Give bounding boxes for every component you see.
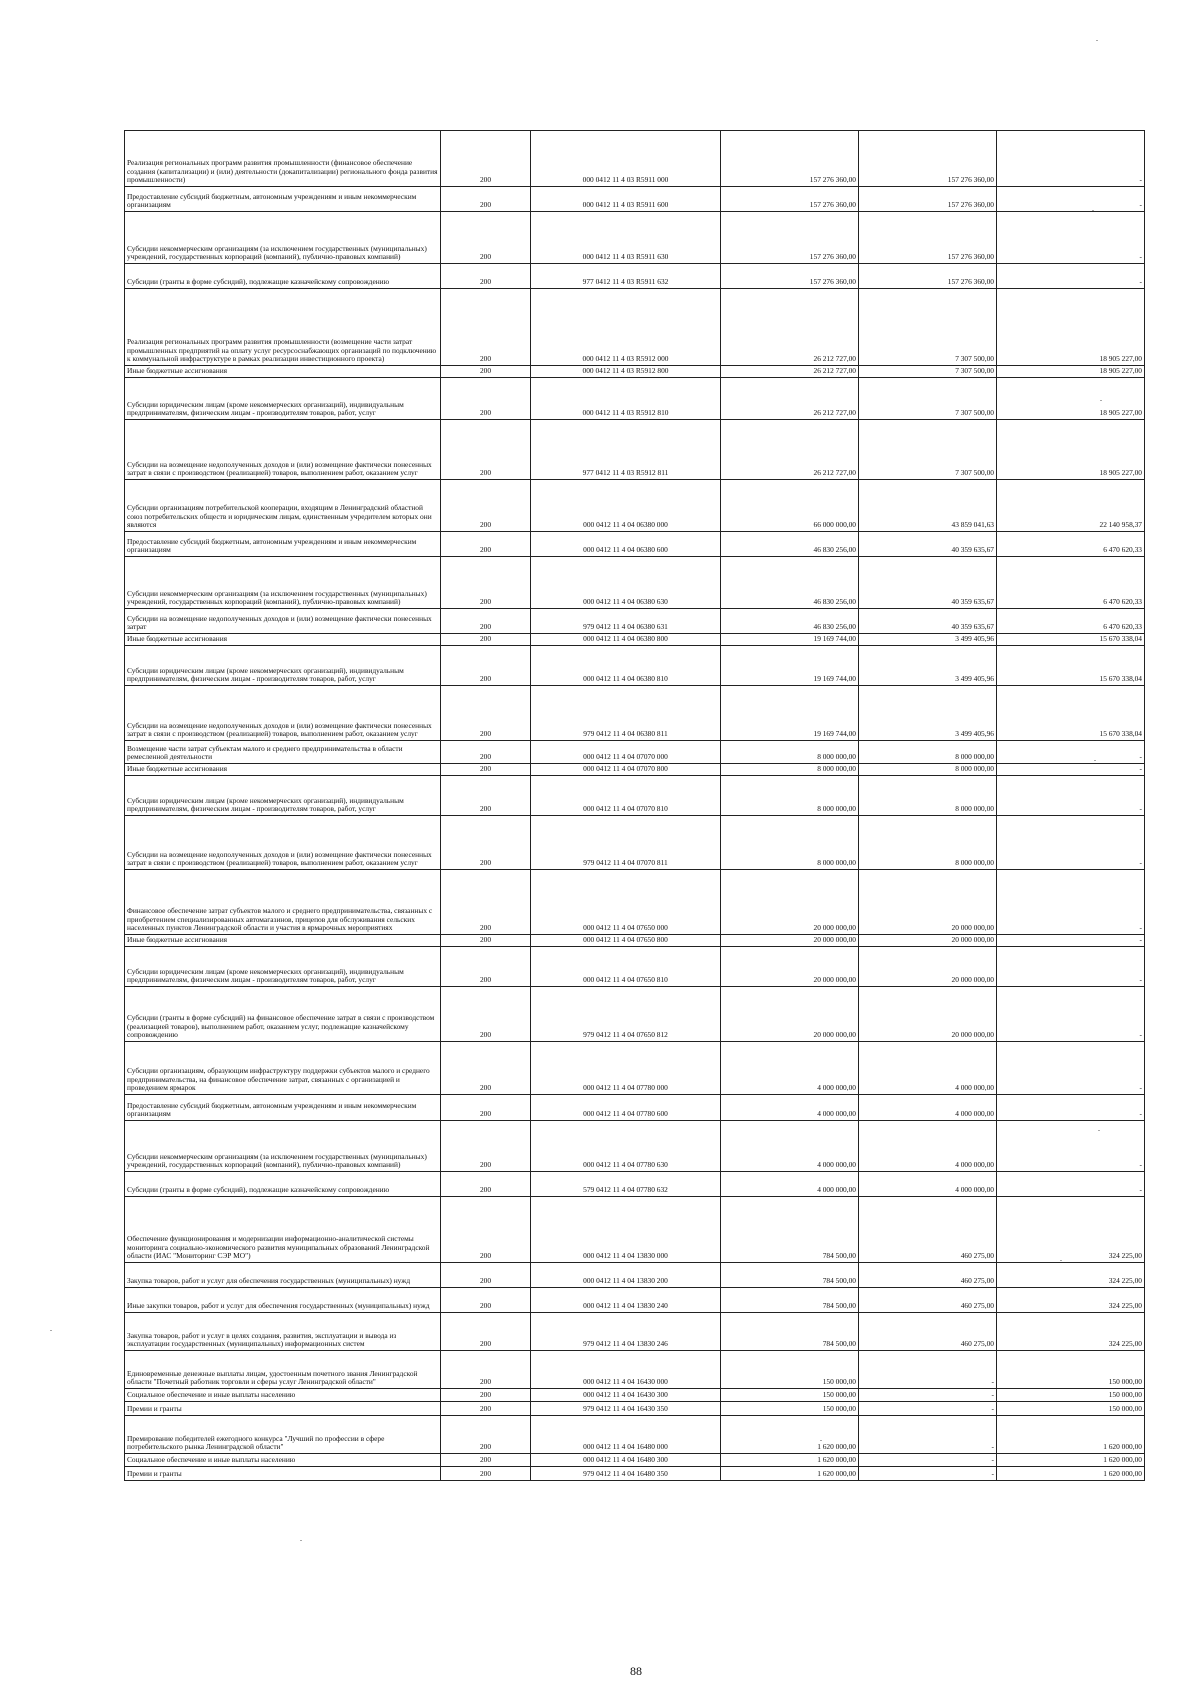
- row-line-code-cell: 200: [441, 1263, 531, 1288]
- row-unexecuted-amount-cell: 150 000,00: [997, 1402, 1145, 1416]
- table-row: [125, 378, 1145, 420]
- table-row: [125, 1454, 1145, 1467]
- row-unexecuted-amount-cell: 6 470 620,33: [997, 557, 1145, 609]
- row-unexecuted-amount-cell: 324 225,00: [997, 1313, 1145, 1351]
- table-row: [125, 741, 1145, 764]
- table-row: [125, 870, 1145, 935]
- row-line-code-cell: 200: [441, 947, 531, 987]
- row-unexecuted-amount-cell: -: [997, 987, 1145, 1042]
- row-name-cell: Премии и гранты: [125, 1467, 441, 1481]
- table-row: [125, 366, 1145, 378]
- row-unexecuted-amount-cell: 150 000,00: [997, 1389, 1145, 1402]
- row-unexecuted-amount-cell: -: [997, 935, 1145, 947]
- row-line-code-cell: 200: [441, 366, 531, 378]
- row-executed-amount-cell: 40 359 635,67: [859, 557, 997, 609]
- row-approved-amount-cell: 1 620 000,00: [721, 1416, 859, 1454]
- budget-table-sheet: [124, 130, 1144, 1481]
- row-name-cell: Единовременные денежные выплаты лицам, удостоенным почетного звания Ленинградской области "Почетный работник торговли и сферы услуг Ленинградской области": [125, 1351, 441, 1389]
- row-approved-amount-cell: 20 000 000,00: [721, 947, 859, 987]
- table-row: [125, 1172, 1145, 1197]
- row-unexecuted-amount-cell: 22 140 958,37: [997, 480, 1145, 532]
- row-approved-amount-cell: 20 000 000,00: [721, 870, 859, 935]
- row-name-cell: Обеспечение функционирования и модернизации информационно-аналитической системы мониторинга социально-экономического развития муниципальных образований Ленинградской области (ИАС "Мониторинг СЭР МО"): [125, 1197, 441, 1263]
- row-unexecuted-amount-cell: 15 670 338,04: [997, 634, 1145, 646]
- row-budget-code-cell: 000 0412 11 4 03 R5911 630: [531, 212, 721, 264]
- row-budget-code-cell: 000 0412 11 4 04 07070 810: [531, 776, 721, 816]
- row-name-cell: Иные бюджетные ассигнования: [125, 935, 441, 947]
- row-unexecuted-amount-cell: 18 905 227,00: [997, 366, 1145, 378]
- row-name-cell: Реализация региональных программ развития промышленности (финансовое обеспечение создания (капитализации) и (или) деятельности (докапитализации) регионального фонда развития промышленности): [125, 131, 441, 187]
- row-line-code-cell: 200: [441, 816, 531, 870]
- row-line-code-cell: 200: [441, 1288, 531, 1313]
- table-row: [125, 1416, 1145, 1454]
- row-approved-amount-cell: 46 830 256,00: [721, 532, 859, 557]
- row-budget-code-cell: 000 0412 11 4 04 07780 600: [531, 1095, 721, 1121]
- row-executed-amount-cell: 4 000 000,00: [859, 1121, 997, 1172]
- row-approved-amount-cell: 20 000 000,00: [721, 935, 859, 947]
- row-approved-amount-cell: 4 000 000,00: [721, 1095, 859, 1121]
- row-line-code-cell: 200: [441, 289, 531, 366]
- row-name-cell: Финансовое обеспечение затрат субъектов малого и среднего предпринимательства, связанных с приобретением специализированных автомагазинов, прицепов для обслуживания сельских населенных пунктов Ленинградской области и участия в ярмарочных мероприятиях: [125, 870, 441, 935]
- row-executed-amount-cell: 157 276 360,00: [859, 131, 997, 187]
- row-approved-amount-cell: 157 276 360,00: [721, 264, 859, 289]
- scan-speck: [820, 1440, 822, 1441]
- table-row: [125, 935, 1145, 947]
- row-budget-code-cell: 977 0412 11 4 03 R5911 632: [531, 264, 721, 289]
- row-unexecuted-amount-cell: -: [997, 1172, 1145, 1197]
- row-name-cell: Субсидии юридическим лицам (кроме некоммерческих организаций), индивидуальным предпринимателям, физическим лицам - производителям товаров, работ, услуг: [125, 776, 441, 816]
- table-row: [125, 609, 1145, 634]
- row-budget-code-cell: 000 0412 11 4 04 16430 000: [531, 1351, 721, 1389]
- table-row: [125, 212, 1145, 264]
- row-name-cell: Субсидии на возмещение недополученных доходов и (или) возмещение фактически понесенных затрат в связи с производством (реализацией) товаров, выполнением работ, оказанием услуг: [125, 420, 441, 480]
- row-budget-code-cell: 979 0412 11 4 04 07070 811: [531, 816, 721, 870]
- row-budget-code-cell: 979 0412 11 4 04 16430 350: [531, 1402, 721, 1416]
- row-executed-amount-cell: 7 307 500,00: [859, 378, 997, 420]
- row-approved-amount-cell: 46 830 256,00: [721, 557, 859, 609]
- row-approved-amount-cell: 150 000,00: [721, 1351, 859, 1389]
- row-name-cell: Субсидии юридическим лицам (кроме некоммерческих организаций), индивидуальным предпринимателям, физическим лицам - производителям товаров, работ, услуг: [125, 646, 441, 686]
- row-budget-code-cell: 000 0412 11 4 03 R5912 800: [531, 366, 721, 378]
- row-line-code-cell: 200: [441, 532, 531, 557]
- row-unexecuted-amount-cell: 18 905 227,00: [997, 289, 1145, 366]
- row-line-code-cell: 200: [441, 1402, 531, 1416]
- row-executed-amount-cell: 3 499 405,96: [859, 634, 997, 646]
- table-row: [125, 1389, 1145, 1402]
- row-name-cell: Субсидии юридическим лицам (кроме некоммерческих организаций), индивидуальным предпринимателям, физическим лицам - производителям товаров, работ, услуг: [125, 378, 441, 420]
- row-executed-amount-cell: -: [859, 1351, 997, 1389]
- row-executed-amount-cell: 8 000 000,00: [859, 741, 997, 764]
- row-executed-amount-cell: 4 000 000,00: [859, 1172, 997, 1197]
- row-unexecuted-amount-cell: -: [997, 1042, 1145, 1095]
- row-name-cell: Субсидии организациям потребительской кооперации, входящим в Ленинградский областной союз потребительских обществ и юридическим лицам, единственным учредителем которых они являются: [125, 480, 441, 532]
- row-budget-code-cell: 000 0412 11 4 04 16430 300: [531, 1389, 721, 1402]
- row-name-cell: Закупка товаров, работ и услуг для обеспечения государственных (муниципальных) нужд: [125, 1263, 441, 1288]
- row-approved-amount-cell: 784 500,00: [721, 1313, 859, 1351]
- table-row: [125, 264, 1145, 289]
- row-approved-amount-cell: 784 500,00: [721, 1197, 859, 1263]
- row-approved-amount-cell: 157 276 360,00: [721, 212, 859, 264]
- row-executed-amount-cell: 20 000 000,00: [859, 947, 997, 987]
- table-row: [125, 776, 1145, 816]
- table-row: [125, 1313, 1145, 1351]
- row-unexecuted-amount-cell: 324 225,00: [997, 1288, 1145, 1313]
- table-row: [125, 1402, 1145, 1416]
- row-approved-amount-cell: 66 000 000,00: [721, 480, 859, 532]
- row-approved-amount-cell: 19 169 744,00: [721, 634, 859, 646]
- row-line-code-cell: 200: [441, 686, 531, 741]
- row-budget-code-cell: 000 0412 11 4 04 16480 000: [531, 1416, 721, 1454]
- row-approved-amount-cell: 150 000,00: [721, 1402, 859, 1416]
- row-executed-amount-cell: 4 000 000,00: [859, 1042, 997, 1095]
- row-executed-amount-cell: 460 275,00: [859, 1263, 997, 1288]
- row-budget-code-cell: 000 0412 11 4 04 16480 300: [531, 1454, 721, 1467]
- row-budget-code-cell: 000 0412 11 4 04 07650 810: [531, 947, 721, 987]
- row-executed-amount-cell: 8 000 000,00: [859, 776, 997, 816]
- row-approved-amount-cell: 1 620 000,00: [721, 1467, 859, 1481]
- row-executed-amount-cell: 40 359 635,67: [859, 609, 997, 634]
- row-executed-amount-cell: 4 000 000,00: [859, 1095, 997, 1121]
- row-approved-amount-cell: 1 620 000,00: [721, 1454, 859, 1467]
- row-name-cell: Возмещение части затрат субъектам малого и среднего предпринимательства в области ремесленной деятельности: [125, 741, 441, 764]
- row-line-code-cell: 200: [441, 646, 531, 686]
- row-budget-code-cell: 000 0412 11 4 04 06380 800: [531, 634, 721, 646]
- row-name-cell: Иные бюджетные ассигнования: [125, 764, 441, 776]
- row-name-cell: Предоставление субсидий бюджетным, автономным учреждениям и иным некоммерческим организациям: [125, 187, 441, 212]
- row-name-cell: Субсидии (гранты в форме субсидий), подлежащие казначейскому сопровождению: [125, 264, 441, 289]
- row-unexecuted-amount-cell: -: [997, 947, 1145, 987]
- row-budget-code-cell: 000 0412 11 4 03 R5911 000: [531, 131, 721, 187]
- table-row: [125, 634, 1145, 646]
- row-executed-amount-cell: 8 000 000,00: [859, 816, 997, 870]
- row-name-cell: Субсидии (гранты в форме субсидий) на финансовое обеспечение затрат в связи с производством (реализацией товаров), выполнением работ, оказанием услуг, подлежащие казначейскому сопровождению: [125, 987, 441, 1042]
- row-approved-amount-cell: 4 000 000,00: [721, 1042, 859, 1095]
- row-unexecuted-amount-cell: 1 620 000,00: [997, 1416, 1145, 1454]
- row-unexecuted-amount-cell: -: [997, 212, 1145, 264]
- row-line-code-cell: 200: [441, 870, 531, 935]
- row-line-code-cell: 200: [441, 935, 531, 947]
- row-unexecuted-amount-cell: 1 620 000,00: [997, 1454, 1145, 1467]
- row-budget-code-cell: 000 0412 11 4 03 R5911 600: [531, 187, 721, 212]
- row-name-cell: Субсидии некоммерческим организациям (за исключением государственных (муниципальных) учреждений, государственных корпораций (компаний), публично-правовых компаний): [125, 557, 441, 609]
- row-name-cell: Иные бюджетные ассигнования: [125, 634, 441, 646]
- table-row: [125, 557, 1145, 609]
- row-executed-amount-cell: 20 000 000,00: [859, 987, 997, 1042]
- row-budget-code-cell: 000 0412 11 4 04 13830 200: [531, 1263, 721, 1288]
- table-body: [125, 131, 1145, 1481]
- row-line-code-cell: 200: [441, 378, 531, 420]
- scan-speck: [1092, 210, 1094, 211]
- row-executed-amount-cell: 7 307 500,00: [859, 420, 997, 480]
- table-row: [125, 420, 1145, 480]
- table-row: [125, 686, 1145, 741]
- table-row: [125, 1351, 1145, 1389]
- row-budget-code-cell: 000 0412 11 4 04 07070 000: [531, 741, 721, 764]
- table-row: [125, 532, 1145, 557]
- row-line-code-cell: 200: [441, 1389, 531, 1402]
- table-row: [125, 816, 1145, 870]
- table-row: [125, 289, 1145, 366]
- row-executed-amount-cell: 20 000 000,00: [859, 870, 997, 935]
- row-executed-amount-cell: 460 275,00: [859, 1197, 997, 1263]
- row-line-code-cell: 200: [441, 1416, 531, 1454]
- row-executed-amount-cell: 7 307 500,00: [859, 366, 997, 378]
- row-line-code-cell: 200: [441, 776, 531, 816]
- row-approved-amount-cell: 4 000 000,00: [721, 1121, 859, 1172]
- row-approved-amount-cell: 8 000 000,00: [721, 741, 859, 764]
- row-unexecuted-amount-cell: -: [997, 764, 1145, 776]
- row-executed-amount-cell: 8 000 000,00: [859, 764, 997, 776]
- row-budget-code-cell: 979 0412 11 4 04 06380 811: [531, 686, 721, 741]
- row-unexecuted-amount-cell: 6 470 620,33: [997, 609, 1145, 634]
- row-unexecuted-amount-cell: 18 905 227,00: [997, 420, 1145, 480]
- row-budget-code-cell: 000 0412 11 4 04 07650 000: [531, 870, 721, 935]
- table-row: [125, 764, 1145, 776]
- row-approved-amount-cell: 8 000 000,00: [721, 764, 859, 776]
- row-line-code-cell: 200: [441, 987, 531, 1042]
- row-approved-amount-cell: 157 276 360,00: [721, 131, 859, 187]
- row-line-code-cell: 200: [441, 1454, 531, 1467]
- table-row: [125, 1288, 1145, 1313]
- scan-speck: [1094, 760, 1096, 761]
- row-name-cell: Субсидии организациям, образующим инфраструктуру поддержки субъектов малого и среднего предпринимательства, на финансовое обеспечение затрат, связанных с организацией и проведением ярмарок: [125, 1042, 441, 1095]
- row-unexecuted-amount-cell: 150 000,00: [997, 1351, 1145, 1389]
- row-executed-amount-cell: 460 275,00: [859, 1288, 997, 1313]
- table-row: [125, 187, 1145, 212]
- table-row: [125, 1095, 1145, 1121]
- row-approved-amount-cell: 20 000 000,00: [721, 987, 859, 1042]
- table-row: [125, 1042, 1145, 1095]
- row-executed-amount-cell: 20 000 000,00: [859, 935, 997, 947]
- row-budget-code-cell: 000 0412 11 4 04 07650 800: [531, 935, 721, 947]
- row-unexecuted-amount-cell: -: [997, 741, 1145, 764]
- row-approved-amount-cell: 19 169 744,00: [721, 686, 859, 741]
- row-unexecuted-amount-cell: -: [997, 870, 1145, 935]
- row-approved-amount-cell: 26 212 727,00: [721, 378, 859, 420]
- row-budget-code-cell: 000 0412 11 4 04 13830 240: [531, 1288, 721, 1313]
- row-budget-code-cell: 977 0412 11 4 03 R5912 811: [531, 420, 721, 480]
- row-name-cell: Субсидии юридическим лицам (кроме некоммерческих организаций), индивидуальным предпринимателям, физическим лицам - производителям товаров, работ, услуг: [125, 947, 441, 987]
- row-unexecuted-amount-cell: 1 620 000,00: [997, 1467, 1145, 1481]
- row-budget-code-cell: 000 0412 11 4 04 06380 600: [531, 532, 721, 557]
- scan-speck: [300, 1540, 302, 1541]
- row-unexecuted-amount-cell: 324 225,00: [997, 1197, 1145, 1263]
- page-number: 88: [630, 1664, 642, 1678]
- scan-speck: [50, 1330, 52, 1331]
- row-line-code-cell: 200: [441, 1467, 531, 1481]
- row-name-cell: Социальное обеспечение и иные выплаты населению: [125, 1454, 441, 1467]
- scan-speck: [1098, 1130, 1100, 1131]
- row-name-cell: Закупка товаров, работ и услуг в целях создания, развития, эксплуатации и вывода из эксплуатации государственных (муниципальных) информационных систем: [125, 1313, 441, 1351]
- row-line-code-cell: 200: [441, 609, 531, 634]
- row-executed-amount-cell: 43 859 041,63: [859, 480, 997, 532]
- row-executed-amount-cell: 157 276 360,00: [859, 212, 997, 264]
- row-budget-code-cell: 000 0412 11 4 04 06380 000: [531, 480, 721, 532]
- row-name-cell: Субсидии (гранты в форме субсидий), подлежащие казначейскому сопровождению: [125, 1172, 441, 1197]
- row-unexecuted-amount-cell: 15 670 338,04: [997, 686, 1145, 741]
- table-row: [125, 987, 1145, 1042]
- row-approved-amount-cell: 157 276 360,00: [721, 187, 859, 212]
- row-executed-amount-cell: 157 276 360,00: [859, 187, 997, 212]
- table-row: [125, 131, 1145, 187]
- row-name-cell: Субсидии некоммерческим организациям (за исключением государственных (муниципальных) учреждений, государственных корпораций (компаний), публично-правовых компаний): [125, 212, 441, 264]
- row-executed-amount-cell: 3 499 405,96: [859, 686, 997, 741]
- row-line-code-cell: 200: [441, 131, 531, 187]
- row-line-code-cell: 200: [441, 212, 531, 264]
- row-unexecuted-amount-cell: -: [997, 1095, 1145, 1121]
- row-line-code-cell: 200: [441, 187, 531, 212]
- row-executed-amount-cell: 3 499 405,96: [859, 646, 997, 686]
- row-name-cell: Социальное обеспечение и иные выплаты населению: [125, 1389, 441, 1402]
- row-line-code-cell: 200: [441, 264, 531, 289]
- row-unexecuted-amount-cell: -: [997, 131, 1145, 187]
- row-line-code-cell: 200: [441, 741, 531, 764]
- row-budget-code-cell: 000 0412 11 4 03 R5912 810: [531, 378, 721, 420]
- row-line-code-cell: 200: [441, 1095, 531, 1121]
- row-line-code-cell: 200: [441, 557, 531, 609]
- scan-speck: [1100, 400, 1102, 401]
- row-budget-code-cell: 000 0412 11 4 04 06380 630: [531, 557, 721, 609]
- row-unexecuted-amount-cell: -: [997, 776, 1145, 816]
- row-executed-amount-cell: -: [859, 1389, 997, 1402]
- row-name-cell: Субсидии на возмещение недополученных доходов и (или) возмещение фактически понесенных затрат в связи с производством (реализацией) товаров, выполнением работ, оказанием услуг: [125, 686, 441, 741]
- row-budget-code-cell: 579 0412 11 4 04 07780 632: [531, 1172, 721, 1197]
- row-executed-amount-cell: -: [859, 1454, 997, 1467]
- row-budget-code-cell: 000 0412 11 4 03 R5912 000: [531, 289, 721, 366]
- row-name-cell: Субсидии на возмещение недополученных доходов и (или) возмещение фактически понесенных затрат в связи с производством (реализацией) товаров, выполнением работ, оказанием услуг: [125, 816, 441, 870]
- row-line-code-cell: 200: [441, 634, 531, 646]
- row-approved-amount-cell: 8 000 000,00: [721, 776, 859, 816]
- table-row: [125, 1467, 1145, 1481]
- row-budget-code-cell: 979 0412 11 4 04 07650 812: [531, 987, 721, 1042]
- row-executed-amount-cell: 40 359 635,67: [859, 532, 997, 557]
- row-budget-code-cell: 000 0412 11 4 04 07780 630: [531, 1121, 721, 1172]
- row-approved-amount-cell: 46 830 256,00: [721, 609, 859, 634]
- row-budget-code-cell: 979 0412 11 4 04 13830 246: [531, 1313, 721, 1351]
- row-name-cell: Субсидии на возмещение недополученных доходов и (или) возмещение фактически понесенных затрат: [125, 609, 441, 634]
- row-executed-amount-cell: 157 276 360,00: [859, 264, 997, 289]
- row-line-code-cell: 200: [441, 1197, 531, 1263]
- row-approved-amount-cell: 8 000 000,00: [721, 816, 859, 870]
- row-budget-code-cell: 000 0412 11 4 04 07780 000: [531, 1042, 721, 1095]
- row-unexecuted-amount-cell: -: [997, 264, 1145, 289]
- row-unexecuted-amount-cell: 6 470 620,33: [997, 532, 1145, 557]
- row-executed-amount-cell: -: [859, 1402, 997, 1416]
- row-approved-amount-cell: 4 000 000,00: [721, 1172, 859, 1197]
- row-name-cell: Реализация региональных программ развития промышленности (возмещение части затрат промышленных предприятий на оплату услуг ресурсоснабжающих организаций по подключению к коммунальной инфраструктуре в рамках реализации инвестиционного проекта): [125, 289, 441, 366]
- row-unexecuted-amount-cell: 18 905 227,00: [997, 378, 1145, 420]
- row-name-cell: Субсидии некоммерческим организациям (за исключением государственных (муниципальных) учреждений, государственных корпораций (компаний), публично-правовых компаний): [125, 1121, 441, 1172]
- row-name-cell: Иные бюджетные ассигнования: [125, 366, 441, 378]
- row-approved-amount-cell: 19 169 744,00: [721, 646, 859, 686]
- table-row: [125, 480, 1145, 532]
- row-name-cell: Предоставление субсидий бюджетным, автономным учреждениям и иным некоммерческим организациям: [125, 1095, 441, 1121]
- row-unexecuted-amount-cell: -: [997, 1121, 1145, 1172]
- row-budget-code-cell: 979 0412 11 4 04 16480 350: [531, 1467, 721, 1481]
- row-approved-amount-cell: 784 500,00: [721, 1263, 859, 1288]
- row-approved-amount-cell: 26 212 727,00: [721, 366, 859, 378]
- row-approved-amount-cell: 26 212 727,00: [721, 289, 859, 366]
- table-row: [125, 1263, 1145, 1288]
- row-line-code-cell: 200: [441, 1172, 531, 1197]
- row-line-code-cell: 200: [441, 1121, 531, 1172]
- row-approved-amount-cell: 784 500,00: [721, 1288, 859, 1313]
- row-name-cell: Премирование победителей ежегодного конкурса "Лучший по профессии в сфере потребительского рынка Ленинградской области": [125, 1416, 441, 1454]
- row-approved-amount-cell: 26 212 727,00: [721, 420, 859, 480]
- table-row: [125, 1197, 1145, 1263]
- row-executed-amount-cell: 7 307 500,00: [859, 289, 997, 366]
- row-unexecuted-amount-cell: -: [997, 816, 1145, 870]
- row-unexecuted-amount-cell: -: [997, 187, 1145, 212]
- row-executed-amount-cell: 460 275,00: [859, 1313, 997, 1351]
- table-row: [125, 947, 1145, 987]
- budget-execution-table: [124, 130, 1145, 1481]
- table-row: [125, 1121, 1145, 1172]
- row-unexecuted-amount-cell: 15 670 338,04: [997, 646, 1145, 686]
- row-budget-code-cell: 000 0412 11 4 04 13830 000: [531, 1197, 721, 1263]
- row-line-code-cell: 200: [441, 1042, 531, 1095]
- scan-speck: [1060, 1260, 1062, 1261]
- row-executed-amount-cell: -: [859, 1467, 997, 1481]
- row-budget-code-cell: 979 0412 11 4 04 06380 631: [531, 609, 721, 634]
- table-row: [125, 646, 1145, 686]
- row-line-code-cell: 200: [441, 764, 531, 776]
- row-executed-amount-cell: -: [859, 1416, 997, 1454]
- row-name-cell: Иные закупки товаров, работ и услуг для обеспечения государственных (муниципальных) нужд: [125, 1288, 441, 1313]
- row-approved-amount-cell: 150 000,00: [721, 1389, 859, 1402]
- row-line-code-cell: 200: [441, 420, 531, 480]
- row-name-cell: Премии и гранты: [125, 1402, 441, 1416]
- row-budget-code-cell: 000 0412 11 4 04 06380 810: [531, 646, 721, 686]
- row-unexecuted-amount-cell: 324 225,00: [997, 1263, 1145, 1288]
- row-line-code-cell: 200: [441, 1313, 531, 1351]
- row-line-code-cell: 200: [441, 1351, 531, 1389]
- row-line-code-cell: 200: [441, 480, 531, 532]
- row-budget-code-cell: 000 0412 11 4 04 07070 800: [531, 764, 721, 776]
- scan-speck: [1096, 40, 1098, 41]
- row-name-cell: Предоставление субсидий бюджетным, автономным учреждениям и иным некоммерческим организациям: [125, 532, 441, 557]
